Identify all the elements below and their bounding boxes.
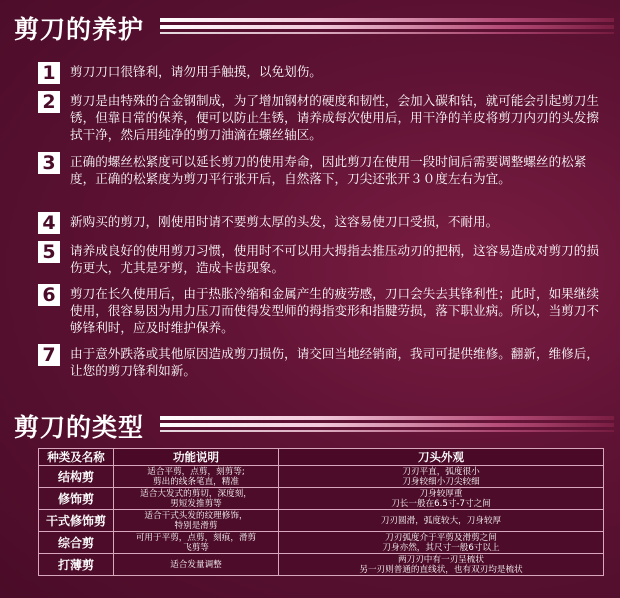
scissor-types-table (38, 448, 604, 576)
section-title-types: 剪刀的类型 (14, 413, 145, 442)
header-stripes (160, 18, 614, 37)
item-number: 1 (38, 62, 60, 84)
item-number: 3 (38, 152, 60, 174)
cell-appearance: 两刀刃中有一刃呈梳状 另一刃则普通的直线状，也有双刃均是梳状 (279, 554, 604, 576)
table-row (39, 488, 604, 510)
cell-appearance: 刀刃平直，弧度很小 刀身较细小刀尖较细 (279, 466, 604, 488)
item-number: 7 (38, 344, 60, 366)
cell-name: 修饰剪 (39, 488, 114, 510)
cell-function: 适合平剪，点剪，刻剪等; 剪出的线条笔直，精准 (114, 466, 279, 488)
cell-name: 结构剪 (39, 466, 114, 488)
col-header-appearance: 刀头外观 (279, 449, 604, 466)
item-text: 剪刀在长久使用后，由于热胀冷缩和金属产生的疲劳感，刀口会失去其锋利性；此时，如果继续使用，很容易因为用力压刀而使得发型师的拇指变形和指腱劳损，落下职业病。所以，当剪刀不够锋利时，应及时维护保养。 (70, 286, 599, 335)
item-text: 由于意外跌落或其他原因造成剪刀损伤，请交回当地经销商，我司可提供维修。翻新，维修后，让您的剪刀锋利如新。 (70, 346, 599, 378)
cell-function: 适合干式头发的纹理修饰， 特别是滑剪 (114, 510, 279, 532)
item-number: 4 (38, 212, 60, 234)
section-header-types (0, 404, 620, 444)
item-number: 6 (38, 284, 60, 306)
table-header-row (39, 449, 604, 466)
cell-appearance: 刀身较厚重 刀长一般在6.5寸-7寸之间 (279, 488, 604, 510)
cell-appearance: 刀刃圆滑，弧度较大，刀身较厚 (279, 510, 604, 532)
col-header-name: 种类及名称 (39, 449, 114, 466)
cell-name: 打薄剪 (39, 554, 114, 576)
section-header-care (0, 6, 620, 46)
cell-function: 可用于平剪，点剪，刻痕，滑剪 飞剪等 (114, 532, 279, 554)
item-text: 正确的螺丝松紧度可以延长剪刀的使用寿命，因此剪刀在使用一段时间后需要调整螺丝的松紧度，正确的松紧度为剪刀平行张开后，自然落下，刀尖还张开３０度左右为宜。 (70, 154, 587, 186)
table-row (39, 532, 604, 554)
table-row (39, 466, 604, 488)
cell-name: 综合剪 (39, 532, 114, 554)
header-stripes (160, 416, 614, 435)
item-text: 请养成良好的使用剪刀习惯，使用时不可以用大拇指去推压动刃的把柄，这容易造成对剪刀的损伤更大，尤其是牙剪，造成卡齿现象。 (70, 243, 599, 275)
table-row (39, 510, 604, 532)
item-text: 剪刀是由特殊的合金钢制成，为了增加钢材的硬度和韧性，会加入碳和钴，就可能会引起剪刀生锈，但靠日常的保养，便可以防止生锈，请养成每次使用后，用干净的羊皮将剪刀内刃的头发擦拭干净，然后用纯净的剪刀油滴在螺丝轴区。 (70, 93, 599, 142)
cell-appearance: 刀刃弧度介于平剪及滑剪之间 刀身亦然，其尺寸一般6寸以上 (279, 532, 604, 554)
cell-function: 适合发量调整 (114, 554, 279, 576)
item-number: 2 (38, 91, 60, 113)
section-title-care: 剪刀的养护 (14, 15, 145, 44)
item-number: 5 (38, 241, 60, 263)
cell-function: 适合大发式的剪切，深度刻， 男短发推剪等 (114, 488, 279, 510)
cell-name: 干式修饰剪 (39, 510, 114, 532)
item-text: 新购买的剪刀，刚使用时请不要剪太厚的头发，这容易使刀口受损，不耐用。 (70, 214, 499, 229)
col-header-function: 功能说明 (114, 449, 279, 466)
table-row (39, 554, 604, 576)
item-text: 剪刀刀口很锋利，请勿用手触摸，以免划伤。 (70, 64, 322, 79)
